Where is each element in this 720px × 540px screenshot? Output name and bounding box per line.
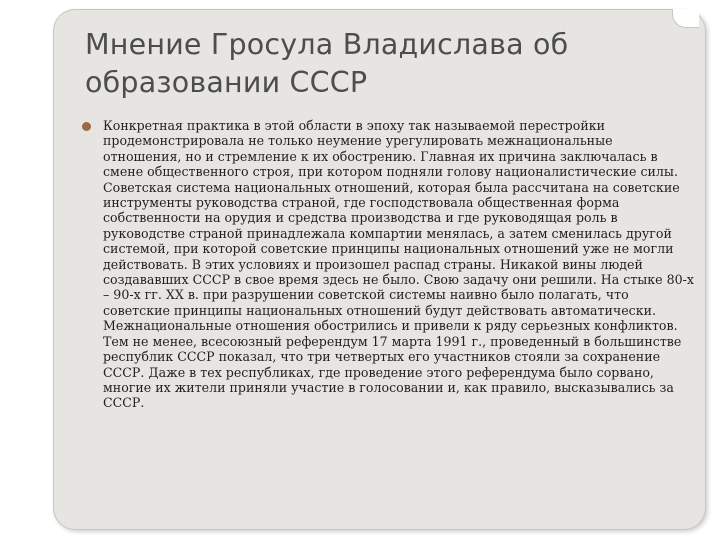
corner-tab-decoration xyxy=(672,9,699,28)
slide-panel xyxy=(53,9,706,530)
bullet-item xyxy=(82,118,694,411)
slide-title: Мнение Гросула Владислава об образовании СССР xyxy=(85,28,569,99)
body-paragraph: Конкретная практика в этой области в эпоху так называемой перестройки продемонстрировала не только неумение урегулировать межнациональные отношения, но и стремление к их обострению. Главная их причина заключалась в смене общественного строя, при котором подняли голову националистические силы. Советская система национальных отношений, которая была рассчитана на советские инструменты руководства страной, где господствовала общественная форма собственности на орудия и средства производства и где руководящая роль в руководстве страной принадлежала компартии менялась, а затем сменилась другой системой, при которой советские принципы национальных отношений уже не могли действовать. В этих условиях и произошел распад страны. Никакой вины людей создававших СССР в свое время здесь не было. Свою задачу они решили. На стыке 80-х – 90-х гг. XX в. при разрушении советской системы наивно было полагать, что советские принципы национальных отношений будут действовать автоматически. Межнациональные отношения обострились и привели к ряду серьезных конфликтов. Тем не менее, всесоюзный референдум 17 марта 1991 г., проведенный в большинстве республик СССР показал, что три четвертых его участников стояли за сохранение СССР. Даже в тех республиках, где проведение этого референдума было сорвано, многие их жители приняли участие в голосовании и, как правило, высказывались за СССР. xyxy=(103,118,694,411)
bullet-dot-icon xyxy=(82,122,91,131)
